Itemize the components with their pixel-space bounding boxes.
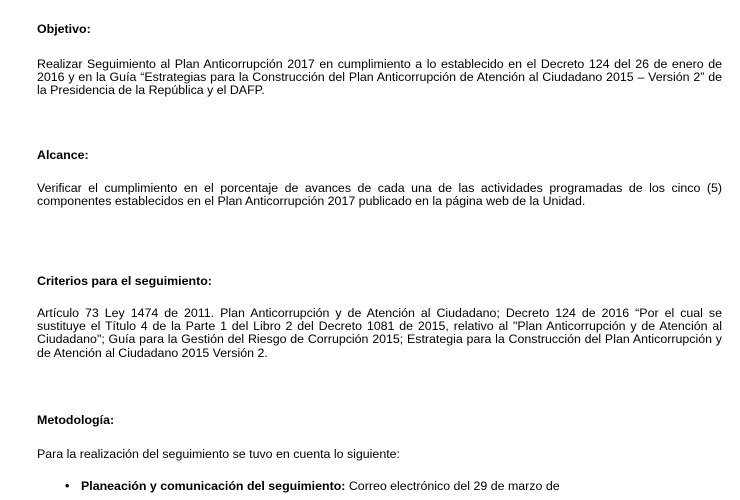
objetivo-heading: Objetivo: bbox=[37, 22, 91, 36]
metodologia-bullet-item bbox=[65, 480, 725, 493]
metodologia-heading: Metodología: bbox=[37, 413, 115, 427]
objetivo-paragraph: Realizar Seguimiento al Plan Anticorrupción 2017 en cumplimiento a lo establecido en el Decreto 124 del 26 de enero de 2016 y en la Guía “Estrategias para la Construcción del Plan Anticorrupción de Atención al Ciudadano 2015 – Versión 2” de la Presidencia de la República y el DAFP. bbox=[37, 57, 722, 98]
criterios-heading: Criterios para el seguimiento: bbox=[37, 274, 212, 288]
alcance-heading: Alcance: bbox=[37, 148, 89, 162]
alcance-paragraph: Verificar el cumplimiento en el porcentaje de avances de cada una de las actividades programadas de los cinco (5) componentes establecidos en el Plan Anticorrupción 2017 publicado en la página web de la Unidad. bbox=[37, 181, 722, 209]
bullet-label: Planeación y comunicación del seguimiento: bbox=[81, 479, 346, 493]
metodologia-intro: Para la realización del seguimiento se tuvo en cuenta lo siguiente: bbox=[37, 447, 400, 461]
bullet-text: Correo electrónico del 29 de marzo de bbox=[345, 479, 560, 493]
bullet-icon: • bbox=[65, 479, 70, 493]
criterios-paragraph: Artículo 73 Ley 1474 de 2011. Plan Anticorrupción y de Atención al Ciudadano; Decreto 124 de 2016 “Por el cual se sustituye el Título 4 de la Parte 1 del Libro 2 del Decreto 1081 de 2015, relativo al "Plan Anticorrupción y de Atención al Ciudadano"; Guía para la Gestión del Riesgo de Corrupción 2015; Estrategia para la Construcción del Plan Anticorrupción y de Atención al Ciudadano 2015 Versión 2. bbox=[37, 306, 722, 360]
